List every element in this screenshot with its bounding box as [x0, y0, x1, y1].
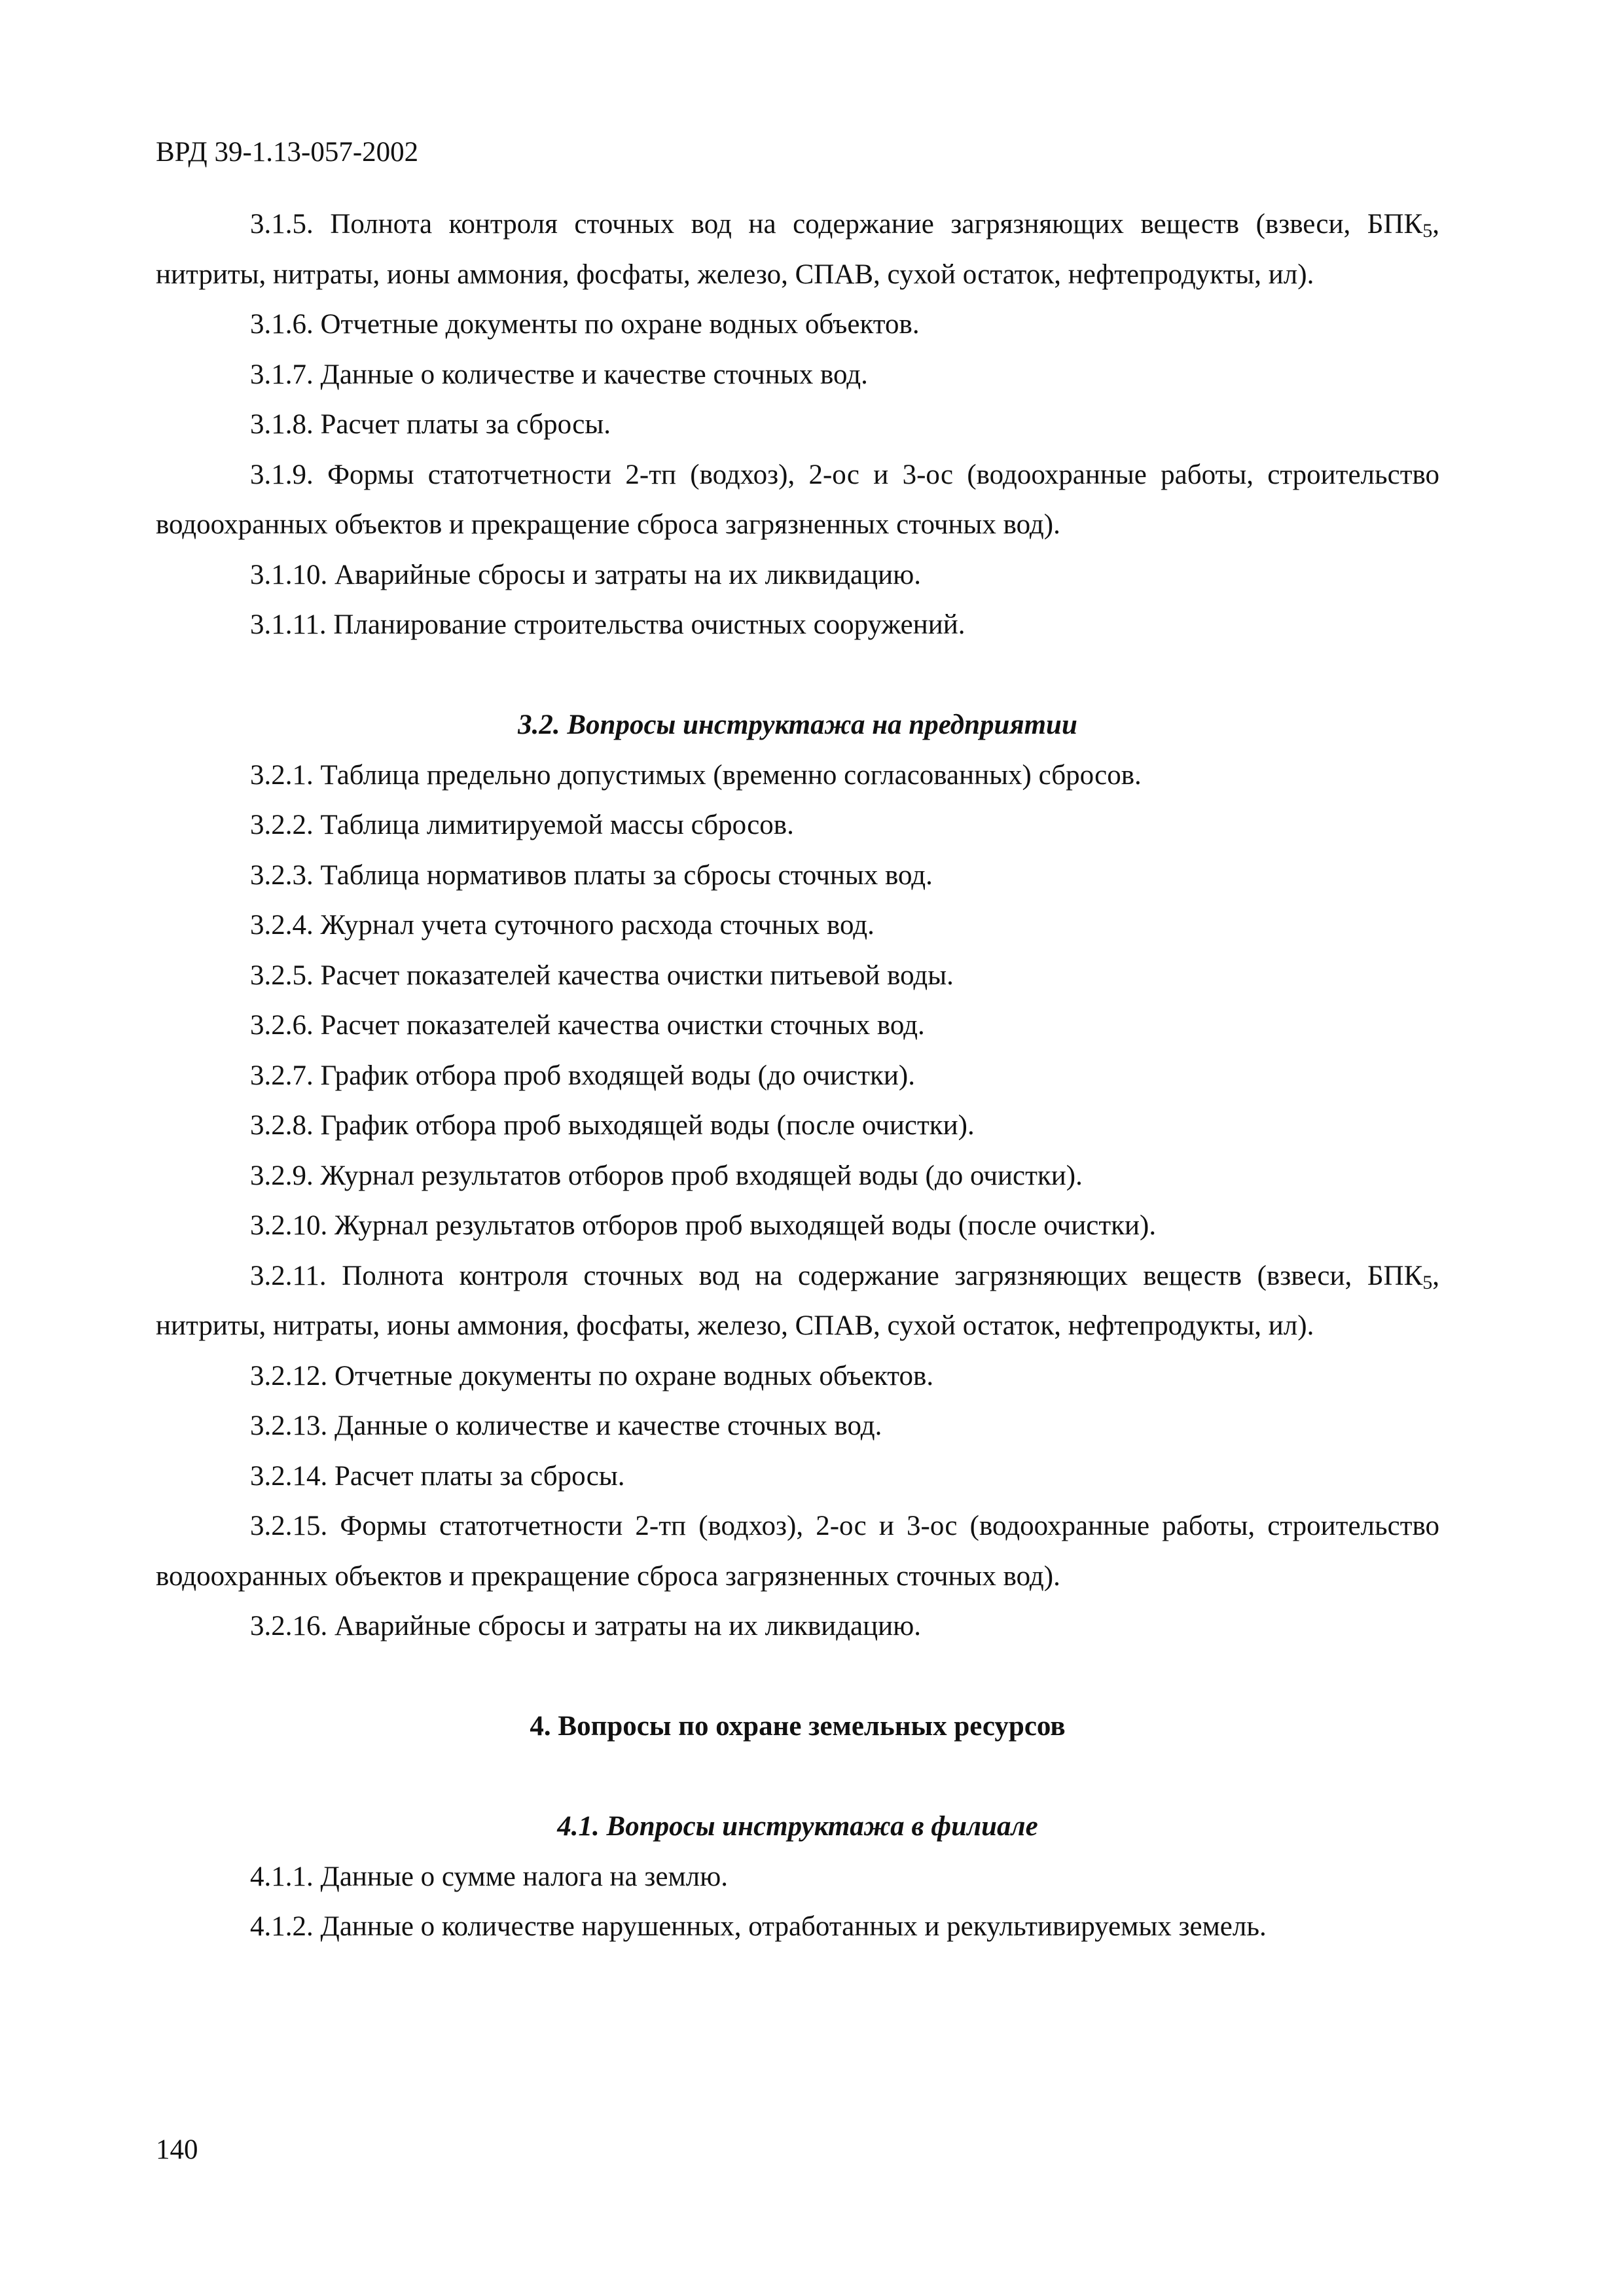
paragraph-3-1-10: [156, 550, 1439, 601]
item-text: График отбора проб входящей воды (до очистки).: [320, 1060, 915, 1091]
item-text: График отбора проб выходящей воды (после очистки).: [320, 1110, 975, 1141]
item-text: Таблица предельно допустимых (временно согласованных) сбросов.: [320, 759, 1142, 791]
item-number: 3.2.6.: [250, 1010, 314, 1041]
subscript: 5: [1422, 220, 1433, 242]
item-number: 3.1.11.: [250, 609, 327, 640]
paragraph-3-1-8: [156, 400, 1439, 450]
item-number: 3.1.6.: [250, 309, 314, 340]
item-text: Полнота контроля сточных вод на содержание загрязняющих веществ (взвеси, БПК: [342, 1260, 1423, 1291]
item-text: Планирование строительства очистных сооружений.: [333, 609, 965, 640]
item-number: 3.1.10.: [250, 559, 328, 590]
item-text: , нитриты, нитраты, ионы аммония, фосфаты, железо, СПАВ, сухой остаток, нефтепродукты, ил).: [156, 1260, 1439, 1341]
item-number: 4.1.2.: [250, 1911, 314, 1942]
paragraph-3-2-10: [156, 1201, 1439, 1251]
paragraph-3-1-5: [156, 200, 1439, 300]
item-number: 3.2.3.: [250, 859, 314, 891]
item-number: 3.2.16.: [250, 1611, 328, 1641]
item-number: 3.2.15.: [250, 1511, 328, 1541]
item-number: 4.1.1.: [250, 1861, 314, 1892]
paragraph-3-2-15: [156, 1501, 1439, 1602]
paragraph-3-2-4: [156, 901, 1439, 951]
paragraph-3-2-8: [156, 1101, 1439, 1151]
paragraph-3-2-13: [156, 1401, 1439, 1452]
item-text: Таблица лимитируемой массы сбросов.: [320, 810, 794, 840]
item-text: Аварийные сбросы и затраты на их ликвидацию.: [334, 559, 922, 590]
paragraph-4-1-1: [156, 1852, 1439, 1903]
item-number: 3.1.8.: [250, 409, 314, 440]
document-code: ВРД 39-1.13-057-2002: [156, 137, 419, 168]
item-number: 3.1.9.: [250, 459, 314, 490]
item-text: Журнал результатов отборов проб входящей воды (до очистки).: [320, 1160, 1083, 1191]
paragraph-3-1-9: [156, 450, 1439, 550]
item-text: Журнал учета суточного расхода сточных вод.: [320, 910, 875, 941]
paragraph-4-1-2: [156, 1902, 1439, 1952]
item-number: 3.2.7.: [250, 1060, 314, 1091]
item-number: 3.2.2.: [250, 810, 314, 840]
subscript: 5: [1422, 1271, 1433, 1293]
item-text: Таблица нормативов платы за сбросы сточных вод.: [320, 859, 933, 891]
item-text: Формы статотчетности 2-тп (водхоз), 2-ос и 3-ос (водоохранные работы, строительство водоохранных объектов и прекращение сброса загрязненных сточных вод).: [156, 459, 1440, 540]
item-text: Данные о количестве нарушенных, отработанных и рекультивируемых земель.: [320, 1911, 1267, 1942]
paragraph-3-2-3: [156, 851, 1439, 901]
paragraph-3-2-16: [156, 1602, 1439, 1652]
paragraph-3-2-6: [156, 1001, 1439, 1051]
item-number: 3.2.10.: [250, 1210, 328, 1241]
spacer: [156, 1652, 1439, 1702]
item-text: Расчет показателей качества очистки сточных вод.: [320, 1010, 925, 1041]
item-number: 3.2.9.: [250, 1160, 314, 1191]
paragraph-3-2-5: [156, 951, 1439, 1001]
paragraph-3-1-6: [156, 300, 1439, 350]
item-number: 3.1.5.: [250, 209, 314, 240]
item-number: 3.2.4.: [250, 910, 314, 941]
item-number: 3.2.14.: [250, 1460, 328, 1492]
paragraph-3-2-9: [156, 1151, 1439, 1202]
paragraph-3-1-11: [156, 600, 1439, 651]
item-number: 3.2.8.: [250, 1110, 314, 1141]
item-text: Полнота контроля сточных вод на содержание загрязняющих веществ (взвеси, БПК: [330, 209, 1423, 240]
item-number: 3.2.1.: [250, 759, 314, 791]
spacer: [156, 1752, 1439, 1803]
item-text: , нитриты, нитраты, ионы аммония, фосфаты, железо, СПАВ, сухой остаток, нефтепродукты, ил).: [156, 209, 1439, 290]
item-text: Расчет показателей качества очистки питьевой воды.: [320, 960, 954, 991]
spacer: [156, 651, 1439, 701]
paragraph-3-2-11: [156, 1251, 1439, 1352]
item-text: Данные о количестве и качестве сточных вод.: [320, 359, 868, 390]
page-number: 140: [156, 2134, 198, 2165]
item-text: Отчетные документы по охране водных объектов.: [334, 1360, 934, 1391]
item-text: Расчет платы за сбросы.: [334, 1460, 625, 1492]
item-number: 3.2.12.: [250, 1360, 328, 1391]
section-heading-4: 4. Вопросы по охране земельных ресурсов: [530, 1711, 1066, 1742]
item-text: Аварийные сбросы и затраты на их ликвидацию.: [334, 1611, 922, 1641]
paragraph-3-2-14: [156, 1452, 1439, 1502]
item-number: 3.2.13.: [250, 1410, 328, 1441]
paragraph-3-2-7: [156, 1051, 1439, 1102]
item-text: Расчет платы за сбросы.: [320, 409, 611, 440]
paragraph-3-2-2: [156, 800, 1439, 851]
item-text: Формы статотчетности 2-тп (водхоз), 2-ос и 3-ос (водоохранные работы, строительство водоохранных объектов и прекращение сброса загрязненных сточных вод).: [156, 1511, 1440, 1592]
paragraph-3-1-7: [156, 350, 1439, 401]
item-number: 3.2.11.: [250, 1260, 327, 1291]
item-number: 3.2.5.: [250, 960, 314, 991]
paragraph-3-2-12: [156, 1352, 1439, 1402]
section-heading-3-2: 3.2. Вопросы инструктажа на предприятии: [518, 709, 1077, 740]
document-body: [156, 200, 1439, 1952]
item-text: Журнал результатов отборов проб выходящей воды (после очистки).: [334, 1210, 1157, 1241]
item-text: Отчетные документы по охране водных объектов.: [320, 309, 920, 340]
item-text: Данные о количестве и качестве сточных вод.: [334, 1410, 882, 1441]
paragraph-3-2-1: [156, 751, 1439, 801]
item-text: Данные о сумме налога на землю.: [320, 1861, 728, 1892]
section-heading-4-1: 4.1. Вопросы инструктажа в филиале: [557, 1811, 1038, 1842]
item-number: 3.1.7.: [250, 359, 314, 390]
